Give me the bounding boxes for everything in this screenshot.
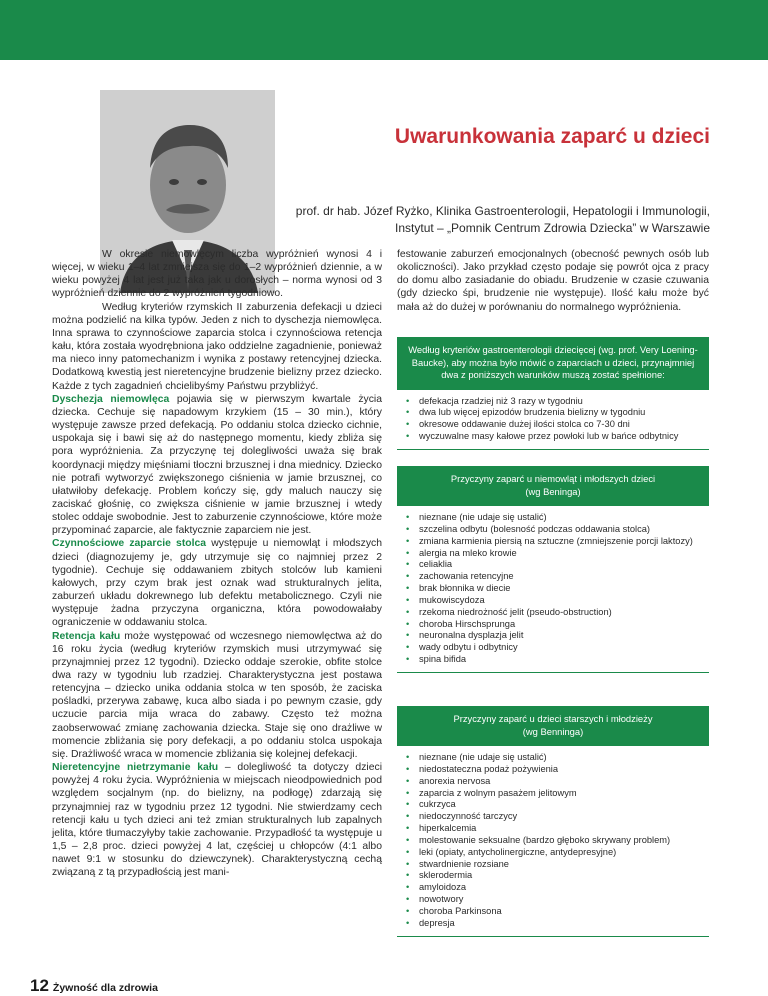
paragraph-dyschezja	[52, 393, 382, 538]
list-item: • neuronalna dysplazja jelit	[411, 630, 709, 642]
list-item: • nowotwory	[411, 894, 709, 906]
list-item: • choroba Parkinsona	[411, 906, 709, 918]
text-nieretencyjne: – dolegliwość ta dotyczy dzieci powyżej 4 roku życia. Wypróżnienia w miejscach nieodpowiednich pod względem socjalnym (np. do bielizny, na podłogę) zdarzają się przynajmniej raz w tygodniu przez 12 tygodni. Nie stwierdzamy cech retencji kału u tych dzieci ani też zmian strukturalnych lub zapalnych jelita, które tłumaczyłyby takie zachowanie. Przypadłość ta występuje u 1,5 – 2,8 proc. dzieci powyżej 4 lat, częściej u chłopców (4:1 albo nawet 9:1 w stosunku do dziewczynek). Charakterystyczną cechą związaną z tą przypadłością jest mani-	[52, 762, 382, 879]
top-green-bar	[0, 0, 768, 60]
list-item: • anorexia nervosa	[411, 776, 709, 788]
list-item: • stwardnienie rozsiane	[411, 859, 709, 871]
author-line-2: Instytut – „Pomnik Centrum Zdrowia Dziecka” w Warszawie	[395, 221, 710, 235]
infant-causes-title: Przyczyny zaparć u niemowląt i młodszych dzieci	[450, 473, 656, 484]
list-item: • niedostateczna podaż pożywienia	[411, 764, 709, 776]
criteria-box-heading: Według kryteriów gastroenterologii dziecięcej (wg. prof. Very Loening-Baucke), aby można było mówić o zaparciach u dzieci, przynajmniej dwa z poniższych warunków muszą zostać spełnione:	[397, 337, 709, 390]
older-causes-source: (wg Benninga)	[522, 725, 584, 737]
list-item: • zaparcia z wolnym pasażem jelitowym	[411, 788, 709, 800]
older-causes-heading	[397, 706, 709, 746]
page-footer	[30, 976, 158, 996]
criteria-list	[397, 390, 709, 450]
list-item: • niedoczynność tarczycy	[411, 811, 709, 823]
list-item: • cukrzyca	[411, 799, 709, 811]
list-item: • sklerodermia	[411, 870, 709, 882]
paragraph-continuation: festowanie zaburzeń emocjonalnych (obecność pewnych osób lub okoliczności). Jako przykład często podaje się powrót ojca z pracy do domu albo zasiadanie do obiadu. Brudzenie w czasie czuwania (gdy dziecko śpi, brudzenie nie występuje). Ilość kału może być mała aż do dużej w porównaniu do normalnego wypróżnienia.	[397, 249, 709, 313]
infant-causes-heading	[397, 466, 709, 506]
list-item: • hiperkalcemia	[411, 823, 709, 835]
article-title: Uwarunkowania zaparć u dzieci	[394, 125, 710, 148]
older-causes-box	[397, 706, 709, 937]
list-item: • wyczuwalne masy kałowe przez powłoki lub w bańce odbytnicy	[411, 431, 709, 443]
list-item: • nieznane (nie udaje się ustalić)	[411, 512, 709, 524]
list-item: • spina bifida	[411, 654, 709, 666]
list-item: • depresja	[411, 918, 709, 930]
list-item: • zmiana karmienia piersią na sztuczne (zmniejszenie porcji laktozy)	[411, 536, 709, 548]
text-czynnosciowe: występuje u niemowląt i młodszych dzieci (diagnozujemy je, gdy utrzymuje się co najmniej przez 2 tygodnie). Cechuje się oddawaniem zbitych stolców lub kamieni kałowych, przy czym brak jest oznak wad strukturalnych jelita, zaburzeń układu dokrewnego lub defektu metabolicznego. Czyli nie występuje żadna przyczyna organiczna, która powodowałaby ograniczenie w oddawaniu stolca.	[52, 538, 382, 629]
list-item: • okresowe oddawanie dużej ilości stolca co 7-30 dni	[411, 419, 709, 431]
criteria-box	[397, 337, 709, 450]
list-item: • brak błonnika w diecie	[411, 583, 709, 595]
infant-causes-box	[397, 466, 709, 673]
list-item: • mukowiscydoza	[411, 595, 709, 607]
list-item: • celiaklia	[411, 559, 709, 571]
list-item: • rzekoma niedrożność jelit (pseudo-obstruction)	[411, 607, 709, 619]
list-item: • molestowanie seksualne (bardzo głęboko skrywany problem)	[411, 835, 709, 847]
heading-czynnosciowe: Czynnościowe zaparcie stolca	[52, 538, 207, 550]
author-line-1: prof. dr hab. Józef Ryżko, Klinika Gastroenterologii, Hepatologii i Immunologii,	[295, 204, 710, 218]
list-item: • wady odbytu i odbytnicy	[411, 642, 709, 654]
right-column-intro	[397, 248, 709, 314]
text-retencja: może występować od wczesnego niemowlęctwa aż do 16 roku życia (według kryteriów rzymskich musi utrzymywać się przynajmniej przez 12 tygodni). Dziecko oddaje szerokie, obfite stolce dwa razy w tygodniu lub rzadziej. Charakterystyczna jest postawa retencyjna – dziecko unika oddania stolca w ten sposób, że zaciska pośladki, przerywa zabawę, kuca albo siada i po pewnym czasie, gdy uczucie parcia mija wraca do zabawy. Często też można zaobserwować zmianę zachowania dziecka. Staje się ono drażliwe w momencie zbliżania się pory defekacji, a po oddaniu stolca uspokaja się. Drażliwość wraca w momencie zbliżania się kolejnej defekacji.	[52, 630, 382, 760]
list-item: • leki (opiaty, antycholinergiczne, antydepresyjne)	[411, 847, 709, 859]
author-byline	[250, 203, 710, 237]
list-item: • defekacja rzadziej niż 3 razy w tygodniu	[411, 396, 709, 408]
paragraph-retencja	[52, 630, 382, 762]
paragraph-intro: W okresie niemowlęcym liczba wypróżnień wynosi 4 i więcej, w wieku 1–4 lat zmniejsza się do 1–2 wypróżnień dziennie, a w wieku powyżej 4 lat jest już taka jak u dorosłych – norma wynosi od 3 wypróżnień dziennie do 2 wypróżnień tygodniowo.	[52, 249, 382, 300]
paragraph-nieretencyjne	[52, 761, 382, 879]
list-item: • amyloidoza	[411, 882, 709, 894]
list-item: • alergia na mleko krowie	[411, 548, 709, 560]
text-dyschezja: pojawia się w pierwszym kwartale życia dziecka. Cechuje się napadowym krzykiem (15 – 30 min.), który występuje zawsze przed defekacją. Po oddaniu stolca dziecko cichnie, uspokaja się i bawi się aż do następnego momentu, kiedy zbliża się pora wypróżnienia. Za przyczynę tej dolegliwości uważa się brak koordynacji między mięśniami tłoczni brzusznej i dna miednicy. Dziecko nie potrafi wytworzyć zwiększonego ciśnienia w jamie brzusznej, co ułatwiłoby defekację. Problem kończy się, gdy maluch nauczy się zaciskać głośnię, co zwiększa ciśnienie w jamie brzusznej i wtedy stolec oddaje swobodnie. Jest to zaburzenie czynnościowe, które może przypominać zaparcie, ale faktycznie zaparciem nie jest.	[52, 393, 382, 537]
list-item: • nieznane (nie udaje się ustalić)	[411, 752, 709, 764]
older-causes-list	[397, 746, 709, 937]
magazine-name: Żywność dla zdrowia	[52, 982, 158, 994]
page-number: 12	[30, 976, 49, 995]
infant-causes-source: (wg Beninga)	[525, 485, 581, 497]
left-column	[52, 248, 382, 880]
heading-retencja: Retencja kału	[52, 630, 121, 642]
list-item: • szczelina odbytu (bolesność podczas oddawania stolca)	[411, 524, 709, 536]
list-item: • dwa lub więcej epizodów brudzenia bielizny w tygodniu	[411, 407, 709, 419]
list-item: • zachowania retencyjne	[411, 571, 709, 583]
heading-dyschezja: Dyschezja niemowlęca	[52, 393, 170, 405]
paragraph-criteria: Według kryteriów rzymskich II zaburzenia defekacji u dzieci można podzielić na kilka typów. Jeden z nich to dyschezja niemowlęca. Inna sprawa to czynnościowe zaparcia stolca i czynnościowa retencja kału, która została wyodrębniona jako oddzielne zagadnienie, ponieważ ma nieco inny patomechanizm i wynika z postawy retencyjnej dziecka. Dodatkową kwestią jest nieretencyjne brudzenie bielizny przez dziecko. Każde z tych zagadnień chcielibyśmy Państwu przybliżyć.	[52, 301, 382, 392]
infant-causes-list	[397, 506, 709, 673]
paragraph-czynnosciowe	[52, 537, 382, 629]
older-causes-title: Przyczyny zaparć u dzieci starszych i młodzieży	[453, 713, 653, 724]
heading-nieretencyjne: Nieretencyjne nietrzymanie kału	[52, 762, 219, 774]
list-item: • choroba Hirschsprunga	[411, 619, 709, 631]
